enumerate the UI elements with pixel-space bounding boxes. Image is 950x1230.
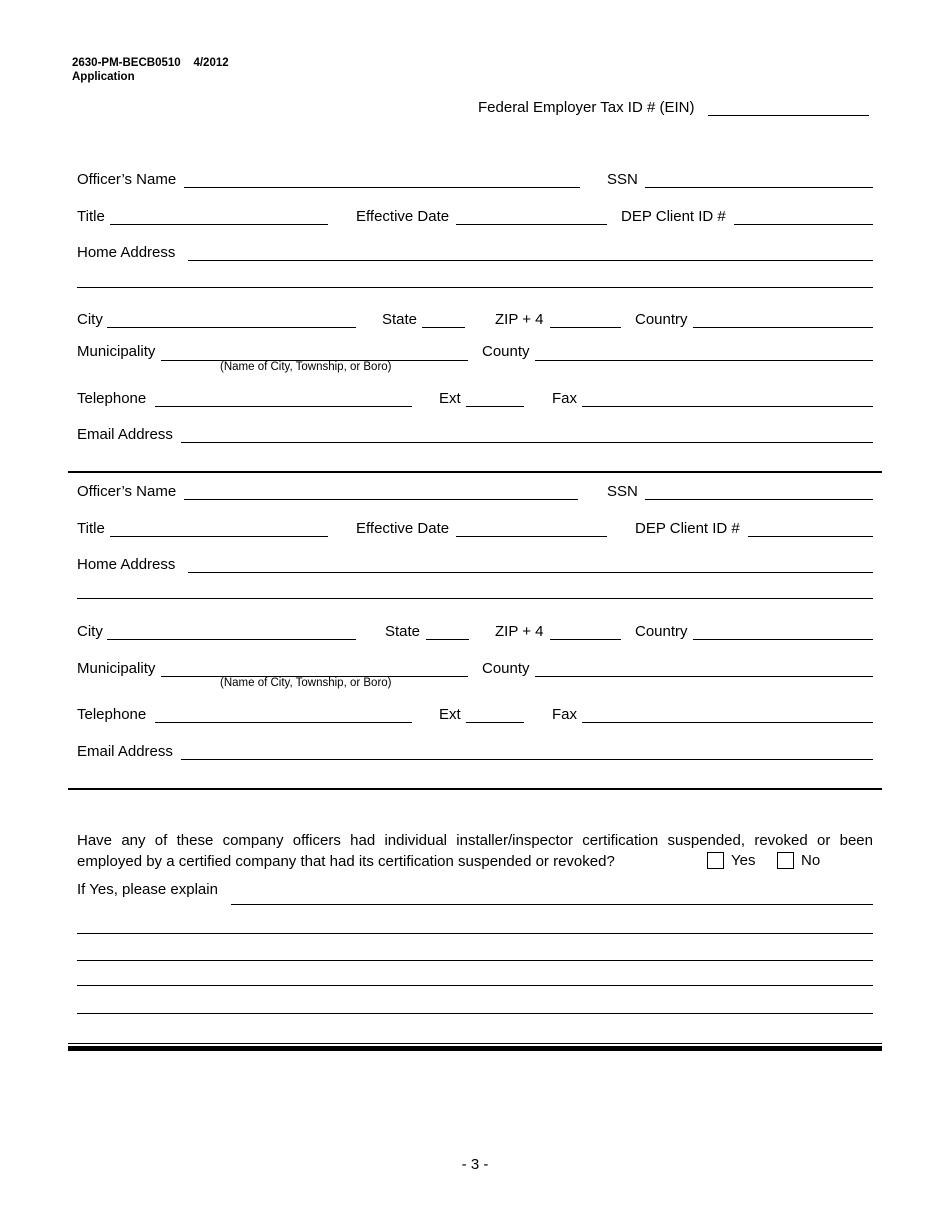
- fax-field[interactable]: [582, 406, 873, 407]
- ssn-label: SSN: [607, 483, 638, 500]
- fax-label: Fax: [552, 706, 578, 723]
- effective-date-label: Effective Date: [356, 520, 450, 537]
- form-code-header: [72, 56, 229, 70]
- home-address-line-2[interactable]: [77, 598, 873, 599]
- telephone-field[interactable]: [155, 722, 412, 723]
- municipality-label: Municipality: [77, 343, 156, 360]
- dep-client-id-label: DEP Client ID #: [621, 208, 726, 225]
- telephone-label: Telephone: [77, 706, 147, 723]
- form-type: Application: [72, 71, 135, 83]
- zip-label: ZIP + 4: [495, 623, 544, 640]
- ssn-label: SSN: [607, 171, 638, 188]
- explain-label: If Yes, please explain: [77, 881, 218, 898]
- officer-name-field[interactable]: [184, 187, 580, 188]
- country-field[interactable]: [693, 639, 873, 640]
- municipality-note: (Name of City, Township, or Boro): [220, 361, 392, 373]
- effective-date-field[interactable]: [456, 224, 607, 225]
- bottom-rule-thin: [68, 1043, 882, 1044]
- zip-label: ZIP + 4: [495, 311, 544, 328]
- country-label: Country: [635, 311, 688, 328]
- ein-label: Federal Employer Tax ID # (EIN): [478, 99, 695, 116]
- county-label: County: [482, 343, 530, 360]
- certification-question: Have any of these company officers had individual installer/inspector certification suspended, revoked or been employed by a certified company that had its certification suspended or revoked?: [77, 832, 873, 870]
- yes-label: Yes: [731, 852, 756, 869]
- dep-client-id-label: DEP Client ID #: [635, 520, 740, 537]
- officer-name-label: Officer’s Name: [77, 483, 177, 500]
- home-address-label: Home Address: [77, 556, 176, 573]
- effective-date-label: Effective Date: [356, 208, 450, 225]
- page-number: - 3 -: [461, 1156, 489, 1173]
- email-label: Email Address: [77, 426, 173, 443]
- ssn-field[interactable]: [645, 187, 873, 188]
- section-divider: [68, 471, 882, 473]
- municipality-note: (Name of City, Township, or Boro): [220, 677, 392, 689]
- email-field[interactable]: [181, 759, 873, 760]
- ext-label: Ext: [439, 706, 461, 723]
- officer-name-field[interactable]: [184, 499, 578, 500]
- title-field[interactable]: [110, 536, 328, 537]
- city-label: City: [77, 623, 103, 640]
- ssn-field[interactable]: [645, 499, 873, 500]
- home-address-field[interactable]: [188, 260, 873, 261]
- explain-field[interactable]: [231, 904, 873, 905]
- telephone-label: Telephone: [77, 390, 147, 407]
- explain-line-3[interactable]: [77, 960, 873, 961]
- state-label: State: [385, 623, 421, 640]
- explain-line-4[interactable]: [77, 985, 873, 986]
- municipality-label: Municipality: [77, 660, 156, 677]
- email-field[interactable]: [181, 442, 873, 443]
- form-date: 4/2012: [193, 57, 229, 69]
- country-field[interactable]: [693, 327, 873, 328]
- state-field[interactable]: [426, 639, 469, 640]
- no-label: No: [801, 852, 821, 869]
- county-field[interactable]: [535, 360, 873, 361]
- state-label: State: [382, 311, 418, 328]
- yes-checkbox[interactable]: [707, 852, 724, 869]
- effective-date-field[interactable]: [456, 536, 607, 537]
- zip-field[interactable]: [550, 639, 621, 640]
- city-label: City: [77, 311, 103, 328]
- explain-line-2[interactable]: [77, 933, 873, 934]
- ext-label: Ext: [439, 390, 461, 407]
- title-label: Title: [77, 208, 105, 225]
- email-label: Email Address: [77, 743, 173, 760]
- officer-name-label: Officer’s Name: [77, 171, 177, 188]
- explain-line-5[interactable]: [77, 1013, 873, 1014]
- title-field[interactable]: [110, 224, 328, 225]
- ext-field[interactable]: [466, 722, 524, 723]
- telephone-field[interactable]: [155, 406, 412, 407]
- ein-field[interactable]: [708, 115, 869, 116]
- form-code: 2630-PM-BECB0510: [72, 57, 181, 69]
- dep-client-id-field[interactable]: [734, 224, 873, 225]
- no-checkbox[interactable]: [777, 852, 794, 869]
- dep-client-id-field[interactable]: [748, 536, 873, 537]
- city-field[interactable]: [107, 327, 356, 328]
- county-label: County: [482, 660, 530, 677]
- home-address-label: Home Address: [77, 244, 176, 261]
- title-label: Title: [77, 520, 105, 537]
- section-divider: [68, 788, 882, 790]
- fax-label: Fax: [552, 390, 578, 407]
- bottom-rule-thick: [68, 1046, 882, 1051]
- zip-field[interactable]: [550, 327, 621, 328]
- home-address-field[interactable]: [188, 572, 873, 573]
- fax-field[interactable]: [582, 722, 873, 723]
- state-field[interactable]: [422, 327, 465, 328]
- city-field[interactable]: [107, 639, 356, 640]
- county-field[interactable]: [535, 676, 873, 677]
- ext-field[interactable]: [466, 406, 524, 407]
- country-label: Country: [635, 623, 688, 640]
- home-address-line-2[interactable]: [77, 287, 873, 288]
